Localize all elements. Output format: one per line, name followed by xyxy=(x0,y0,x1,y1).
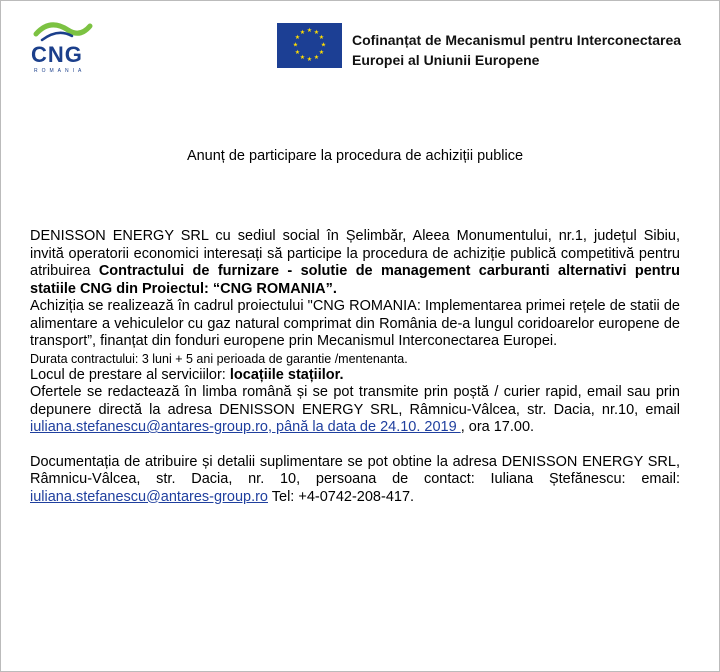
cng-romania-logo xyxy=(28,20,98,78)
contract-name: Contractului de furnizare - solutie de management carburanti alternativi pentru statiile CNG din Proiectul: “CNG ROMANIA”. xyxy=(30,263,680,297)
deadline-time: , ora 17.00. xyxy=(460,419,535,435)
svg-text:★: ★ xyxy=(313,29,320,36)
offers-email-link[interactable]: iuliana.stefanescu@antares-group.ro xyxy=(30,419,268,435)
deadline-link[interactable]: , până la data de 24.10. 2019 xyxy=(268,419,461,435)
logo-subtext: ROMANIA xyxy=(34,68,86,74)
paragraph-documentation xyxy=(30,454,680,507)
svg-text:★: ★ xyxy=(292,41,299,49)
svg-text:★: ★ xyxy=(320,41,327,49)
paragraph-invitation xyxy=(30,228,680,298)
eu-banner-line1: Cofinanțat de Mecanismul pentru Interconectarea xyxy=(352,32,682,48)
location-label: Locul de prestare al serviciilor: xyxy=(30,366,230,383)
offers-text: Ofertele se redactează în limba română și se pot transmite prin poștă / curier rapid, email sau prin depunere directă la adresa DENISSON ENERGY SRL, Râmnicu-Vâlcea, str. Dacia, nr.10, email xyxy=(30,384,680,418)
svg-text:★: ★ xyxy=(318,34,325,41)
eu-banner-line2: Europei al Uniunii Europene xyxy=(352,52,540,68)
contact-phone: Tel: +4-0742-208-417. xyxy=(268,488,415,505)
contact-email-link[interactable]: iuliana.stefanescu@antares-group.ro xyxy=(30,488,268,505)
eu-flag-icon xyxy=(277,23,342,68)
service-location xyxy=(30,367,680,385)
announcement-body xyxy=(30,228,680,506)
svg-text:★: ★ xyxy=(299,29,306,36)
svg-text:★: ★ xyxy=(306,27,313,34)
svg-text:★: ★ xyxy=(299,54,306,61)
invitation-text: DENISSON ENERGY SRL cu sediul social în Șelimbăr, Aleea Monumentului, nr.1, județul Sibiu, invită operatorii economici interesați să participe la procedura de achiziție publică competitivă pentru atribuirea xyxy=(30,228,680,279)
document-title: Anunț de participare la procedura de achiziții publice xyxy=(186,148,524,164)
svg-text:★: ★ xyxy=(294,34,301,41)
svg-text:★: ★ xyxy=(306,56,313,63)
paragraph-project: Achiziția se realizează în cadrul proiectului "CNG ROMANIA: Implementarea primei rețele de statii de alimentare a vehiculelor cu gaz natural comprimat din România de-a lungul coridoarelor europene de transport”, finanțat din fonduri europene prin Mecanismul Interconectarea Europei. xyxy=(30,298,680,349)
svg-text:★: ★ xyxy=(318,49,325,56)
logo-text: CNG xyxy=(31,42,83,67)
contract-duration: Durata contractului: 3 luni + 5 ani perioada de garantie /mentenanta. xyxy=(30,351,408,366)
svg-text:★: ★ xyxy=(294,49,301,56)
paragraph-offers xyxy=(30,384,680,437)
eu-cofinancing-banner xyxy=(352,30,681,70)
svg-text:★: ★ xyxy=(313,54,320,61)
location-value: locațiile stațiilor. xyxy=(229,366,344,383)
documentation-text: Documentația de atribuire și detalii suplimentare se pot obtine la adresa DENISSON ENERGY SRL, Râmnicu-Vâlcea, str. Dacia, nr. 10, persoana de contact: Iuliana Ștefănescu: email: xyxy=(30,453,680,487)
